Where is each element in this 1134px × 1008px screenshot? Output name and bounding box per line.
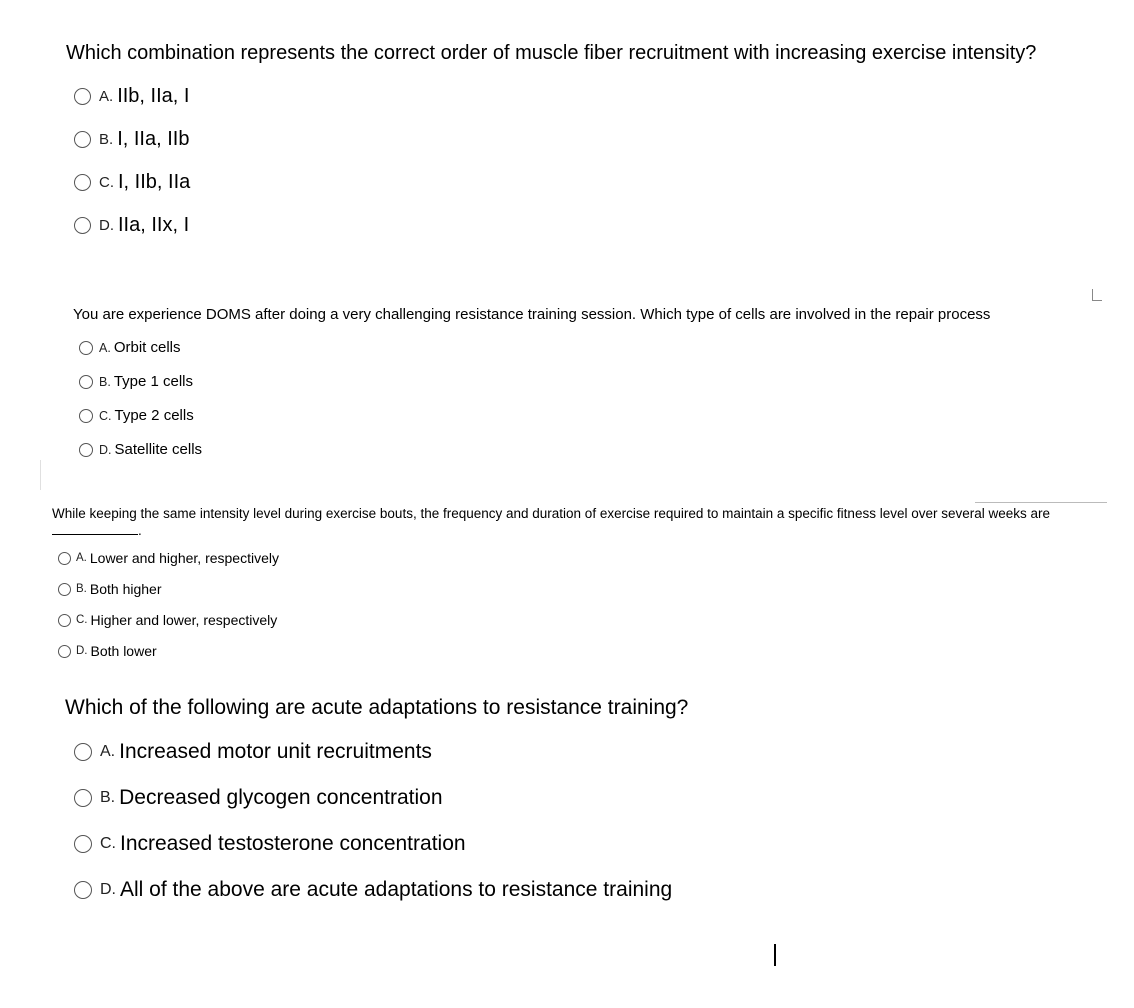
question-2-option-b[interactable] <box>79 373 193 390</box>
option-text: Lower and higher, respectively <box>89 550 279 566</box>
option-text: IIa, IIx, I <box>118 214 190 236</box>
option-text: Increased testosterone concentration <box>120 832 466 855</box>
question-1-option-c[interactable] <box>74 171 190 194</box>
option-text: Both lower <box>90 643 157 659</box>
option-text: I, IIb, IIa <box>118 171 191 193</box>
option-letter: D. <box>100 881 116 898</box>
question-1-option-a[interactable] <box>74 85 189 108</box>
option-letter: D. <box>99 217 114 234</box>
question-3-option-c[interactable] <box>58 612 277 628</box>
option-letter: A. <box>99 340 111 355</box>
radio-button-icon[interactable] <box>74 131 91 148</box>
radio-button-icon[interactable] <box>74 217 91 234</box>
question-2-stem: You are experience DOMS after doing a very challenging resistance training session. Which type of cells are involved in the repair process <box>73 306 991 323</box>
option-text: Type 1 cells <box>113 373 194 390</box>
radio-button-icon[interactable] <box>74 881 92 899</box>
option-text: Higher and lower, respectively <box>90 612 278 628</box>
option-text: Increased motor unit recruitments <box>119 740 432 763</box>
question-1-option-b[interactable] <box>74 128 189 151</box>
radio-button-icon[interactable] <box>58 645 71 658</box>
text-cursor <box>774 944 776 966</box>
radio-button-icon[interactable] <box>79 375 93 389</box>
question-4-option-d[interactable] <box>74 878 672 902</box>
radio-button-icon[interactable] <box>79 443 93 457</box>
option-letter: C. <box>99 408 112 423</box>
radio-button-icon[interactable] <box>74 88 91 105</box>
option-letter: B. <box>99 374 111 389</box>
question-4-option-b[interactable] <box>74 786 443 810</box>
radio-button-icon[interactable] <box>74 789 92 807</box>
option-letter: B. <box>100 789 116 806</box>
option-text: IIb, IIa, I <box>117 85 190 107</box>
option-letter: B. <box>99 131 114 148</box>
option-text: Satellite cells <box>114 441 203 458</box>
question-3-stem-text: While keeping the same intensity level during exercise bouts, the frequency and duration of exercise required to maintain a specific fitness level over several weeks are <box>52 506 1051 521</box>
option-letter: D. <box>76 645 88 657</box>
option-text: I, IIa, IIb <box>117 128 190 150</box>
option-letter: A. <box>99 88 114 105</box>
question-4-option-c[interactable] <box>74 832 466 856</box>
radio-button-icon[interactable] <box>74 174 91 191</box>
question-3-stem-end: . <box>138 523 142 538</box>
question-4-option-a[interactable] <box>74 740 432 764</box>
question-3-option-b[interactable] <box>58 581 161 597</box>
option-text: Orbit cells <box>113 339 181 356</box>
option-letter: D. <box>99 442 112 457</box>
question-1-option-d[interactable] <box>74 214 189 237</box>
divider-line <box>975 502 1107 503</box>
option-letter: A. <box>100 743 116 760</box>
option-letter: C. <box>76 614 88 626</box>
question-2-option-a[interactable] <box>79 339 181 356</box>
question-2-option-d[interactable] <box>79 441 202 458</box>
option-letter: C. <box>99 174 114 191</box>
question-4-stem: Which of the following are acute adaptations to resistance training? <box>65 696 689 719</box>
question-1-stem: Which combination represents the correct order of muscle fiber recruitment with increasing exercise intensity? <box>66 42 1037 64</box>
fill-in-blank <box>52 522 138 535</box>
corner-mark <box>1092 289 1102 301</box>
radio-button-icon[interactable] <box>79 341 93 355</box>
question-2-option-c[interactable] <box>79 407 194 424</box>
radio-button-icon[interactable] <box>79 409 93 423</box>
radio-button-icon[interactable] <box>58 552 71 565</box>
option-text: All of the above are acute adaptations to resistance training <box>120 878 673 901</box>
question-3-option-d[interactable] <box>58 643 157 659</box>
divider-line <box>40 460 41 490</box>
question-3-stem <box>52 506 1112 539</box>
radio-button-icon[interactable] <box>74 743 92 761</box>
option-letter: C. <box>100 835 116 852</box>
option-text: Type 2 cells <box>114 407 194 424</box>
question-3-option-a[interactable] <box>58 550 279 566</box>
option-text: Both higher <box>89 581 162 597</box>
radio-button-icon[interactable] <box>74 835 92 853</box>
radio-button-icon[interactable] <box>58 614 71 627</box>
radio-button-icon[interactable] <box>58 583 71 596</box>
option-text: Decreased glycogen concentration <box>119 786 443 809</box>
option-letter: A. <box>76 552 87 564</box>
option-letter: B. <box>76 583 87 595</box>
